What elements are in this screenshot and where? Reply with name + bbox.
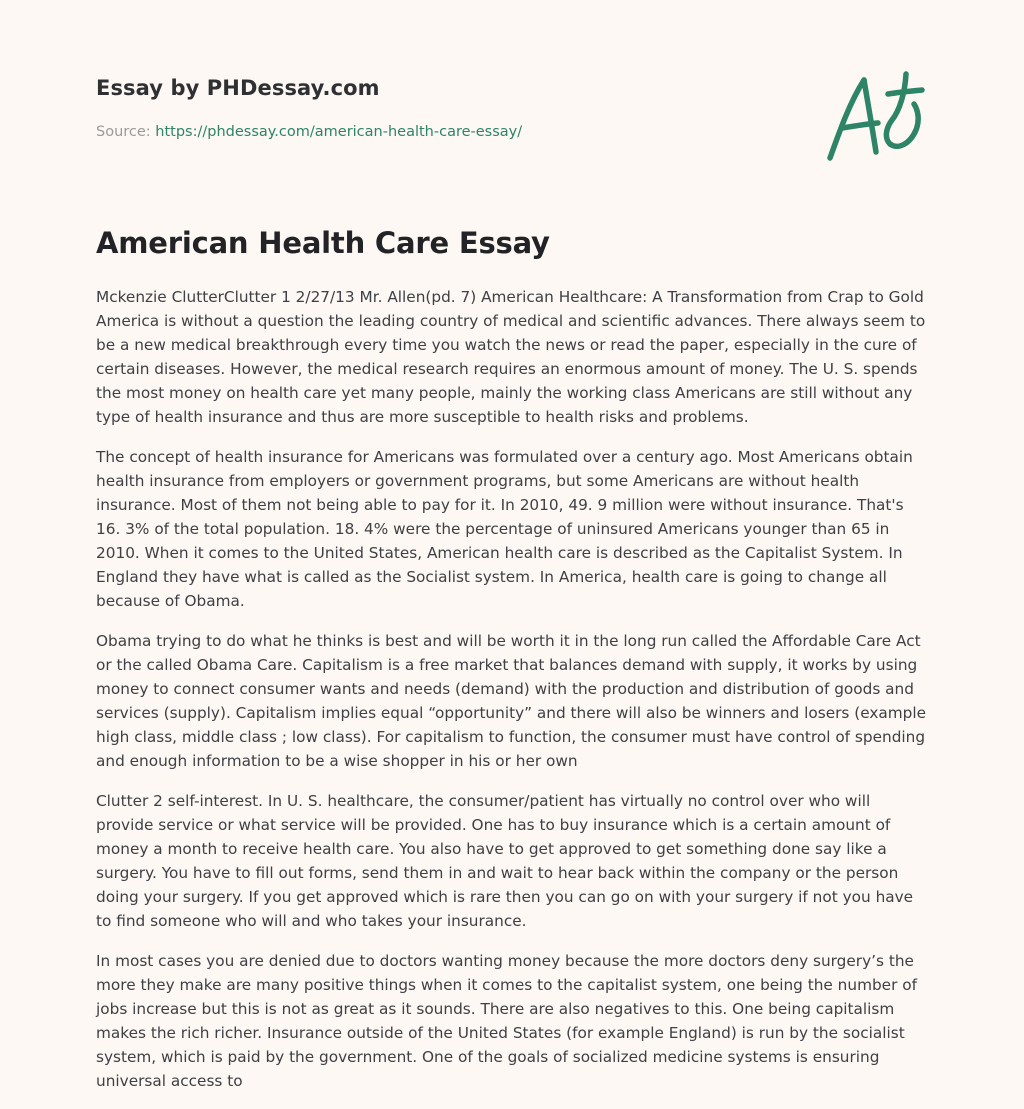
essay-body	[96, 285, 932, 1109]
document-title: American Health Care Essay	[96, 226, 550, 260]
source-line	[96, 124, 522, 140]
paragraph: Obama trying to do what he thinks is best and will be worth it in the long run called the Affordable Care Act or the called Obama Care. Capitalism is a free market that balances demand with supply, it works by using money to connect consumer wants and needs (demand) with the production and distribution of goods and services (supply). Capitalism implies equal “opportunity” and there will also be winners and losers (example high class, middle class ; low class). For capitalism to function, the consumer must have control of spending and enough information to be a wise shopper in his or her own	[96, 632, 927, 770]
paragraph: Mckenzie ClutterClutter 1 2/27/13 Mr. Allen(pd. 7) American Healthcare: A Transformation from Crap to Gold America is without a question the leading country of medical and scientific advances. There always seem to be a new medical breakthrough every time you watch the news or read the paper, especially in the cure of certain diseases. However, the medical research requires an enormous amount of money. The U. S. spends the most money on health care yet many people, mainly the working class Americans are still without any type of health insurance and thus are more susceptible to health risks and problems.	[96, 288, 926, 426]
source-label: Source:	[96, 124, 151, 140]
a-plus-logo-icon	[826, 70, 926, 164]
paragraph: In most cases you are denied due to doctors wanting money because the more doctors deny surgery’s the more they make are many positive things when it comes to the capitalist system, one being the number of jobs increase but this is not as great as it sounds. There are also negatives to this. One being capitalism makes the rich richer. Insurance outside of the United States (for example England) is run by the socialist system, which is paid by the government. One of the goals of socialized medicine systems is ensuring universal access to	[96, 952, 917, 1090]
paragraph: The concept of health insurance for Americans was formulated over a century ago. Most Americans obtain health insurance from employers or government programs, but some Americans are without health insurance. Most of them not being able to pay for it. In 2010, 49. 9 million were without insurance. That's 16. 3% of the total population. 18. 4% were the percentage of uninsured Americans younger than 65 in 2010. When it comes to the United States, American health care is described as the Capitalist System. In England they have what is called as the Socialist system. In America, health care is going to change all because of Obama.	[96, 448, 913, 610]
paragraph: Clutter 2 self-interest. In U. S. healthcare, the consumer/patient has virtually no control over who will provide service or what service will be provided. One has to buy insurance which is a certain amount of money a month to receive health care. You also have to get approved to get something done say like a surgery. You have to fill out forms, send them in and wait to hear back within the company or the person doing your surgery. If you get approved which is rare then you can go on with your surgery if not you have to find someone who will and who takes your insurance.	[96, 792, 914, 930]
site-title: Essay by PHDessay.com	[96, 76, 380, 100]
source-link[interactable]: https://phdessay.com/american-health-care-essay/	[155, 124, 523, 140]
